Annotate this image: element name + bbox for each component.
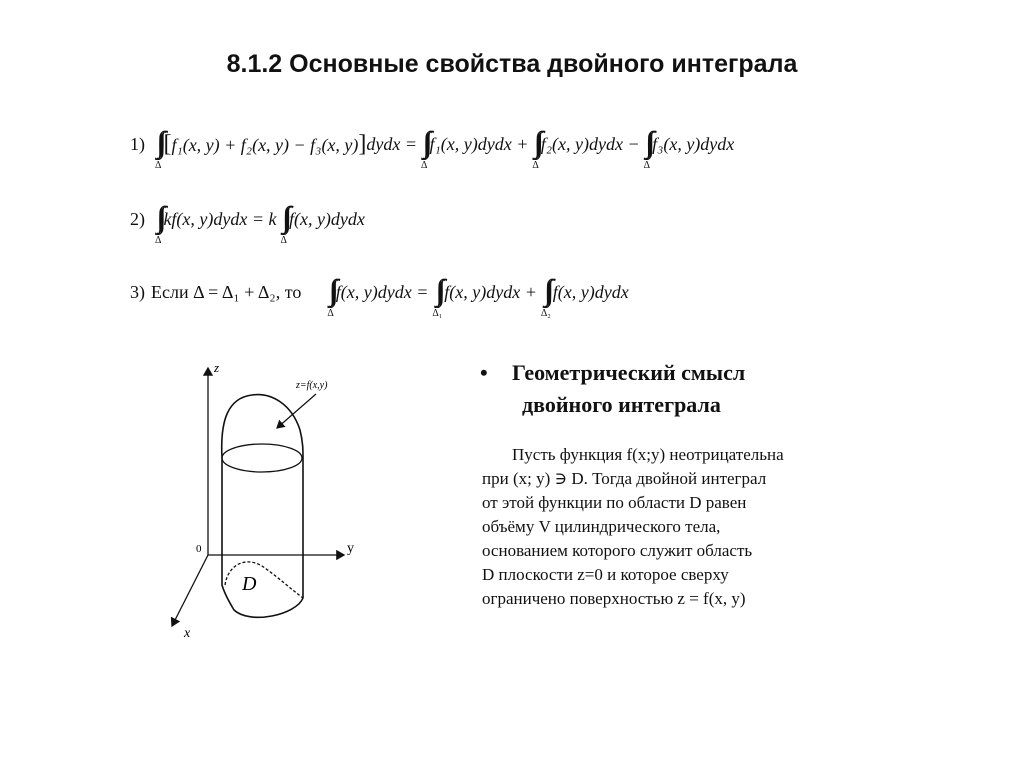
double-integral-sign: Δ [643, 160, 651, 171]
integral-term-1: f₁(x, y)dydx + [429, 134, 529, 154]
paragraph-line: ограничено поверхностью z = f(x, y) [482, 589, 746, 608]
formula-1 [130, 130, 734, 171]
integral-term-1: f(x, y)dydx = [335, 282, 429, 302]
heading-line-1: Геометрический смысл [512, 360, 746, 385]
formula-2 [130, 205, 365, 246]
formula-number: 3) [130, 282, 145, 302]
paragraph-line: основанием которого служит область [482, 541, 753, 560]
surface-label: z=f(x,y) [296, 380, 328, 391]
explanation-paragraph [482, 443, 862, 611]
paragraph-line: объёму V цилиндрического тела, [482, 517, 721, 536]
integral-term-3: f(x, y)dydx [552, 282, 629, 302]
double-integral-sign: Δ [327, 308, 334, 319]
double-integral-sign: Δ [155, 235, 162, 246]
x-axis [172, 555, 208, 626]
z-axis-label: z [214, 360, 220, 375]
formula-3 [130, 278, 629, 319]
formula-number: 2) [130, 209, 145, 229]
double-integral-sign: Δ [421, 160, 428, 171]
paragraph-line: Пусть функция f(x;y) неотрицательна [512, 445, 784, 464]
bullet: • [480, 360, 488, 385]
double-integral-sign: Δ₁ [432, 308, 443, 319]
base-region-d [225, 562, 303, 598]
page-title: 8.1.2 Основные свойства двойного интеграла [226, 50, 798, 78]
differential: dydx = [366, 134, 418, 154]
formula-number: 1) [130, 134, 145, 154]
integral-term-3: f₃(x, y)dydx [652, 134, 735, 154]
integral-lhs: kf(x, y)dydx = k [163, 209, 277, 229]
double-integral-sign: Δ [155, 160, 162, 171]
paragraph-line: при (x; y) ∋ D. Тогда двойной интеграл [482, 469, 767, 488]
integral-rhs: f(x, y)dydx [288, 209, 365, 229]
y-axis-label: y [347, 541, 354, 556]
double-integral-sign: Δ₂ [540, 308, 551, 319]
integrand-sum: [f₁(x, y) + f₂(x, y) − f₃(x, y)] [163, 131, 367, 157]
paragraph-line: от этой функции по области D равен [482, 493, 747, 512]
cylinder-cross-section [222, 444, 302, 472]
integral-term-2: f(x, y)dydx + [444, 282, 537, 302]
integral-term-2: f₂(x, y)dydx − [540, 134, 640, 154]
condition-text: Если Δ = Δ₁ + Δ₂, то [151, 282, 302, 302]
heading-line-2: двойного интеграла [522, 392, 721, 417]
cylinder-diagram [150, 355, 380, 650]
region-label: D [242, 573, 257, 595]
origin-label: 0 [196, 543, 202, 555]
double-integral-sign: Δ [532, 160, 539, 171]
cylinder-outline [222, 395, 303, 618]
double-integral-sign: Δ [280, 235, 287, 246]
x-axis-label: x [184, 626, 191, 641]
paragraph-line: D плоскости z=0 и которое сверху [482, 565, 729, 584]
